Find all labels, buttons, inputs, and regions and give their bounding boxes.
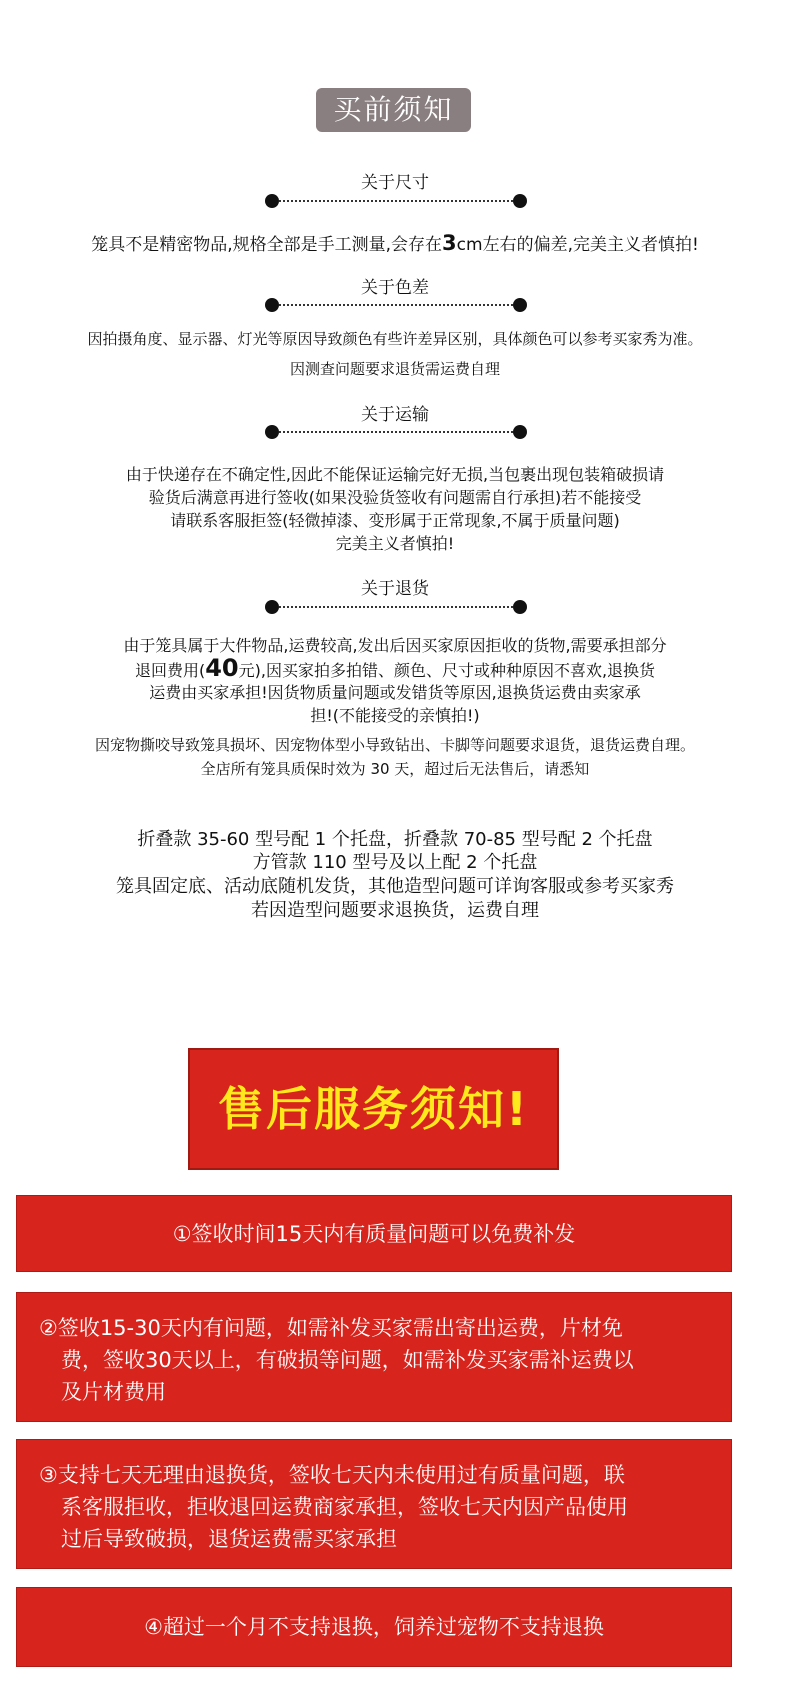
notice-3-line2: 系客服拒收，拒收退回运费商家承担，签收七天内因产品使用 <box>61 1495 628 1519</box>
divider-dot-left <box>265 425 279 439</box>
notes-line4: 若因造型问题要求退换货，运费自理 <box>251 900 539 921</box>
dotted-line <box>272 304 520 306</box>
section-divider <box>265 600 527 614</box>
divider-dot-left <box>265 298 279 312</box>
shipping-text-line1: 由于快递存在不确定性,因此不能保证运输完好无损,当包裹出现包装箱破损请 <box>125 465 665 484</box>
size-text <box>0 230 790 255</box>
return-fee-number: 40 <box>205 654 239 682</box>
notes-line1: 折叠款 35-60 型号配 1 个托盘，折叠款 70-85 型号配 2 个托盘 <box>137 829 653 850</box>
notice-box-3 <box>16 1439 732 1569</box>
size-text-post: cm左右的偏差,完美主义者慎拍! <box>456 235 699 255</box>
notice-2-line3: 及片材费用 <box>61 1380 166 1404</box>
section-divider <box>265 298 527 312</box>
returns-text-line4: 担!(不能接受的亲慎拍!) <box>310 706 480 725</box>
dotted-line <box>272 431 520 433</box>
notice-2-line2: 费，签收30天以上，有破损等问题，如需补发买家需补运费以 <box>61 1348 634 1372</box>
color-text-line2: 因测查问题要求退货需运费自理 <box>289 360 500 378</box>
notice-2-line1: ②签收15-30天内有问题，如需补发买家需出寄出运费，片材免 <box>39 1316 623 1340</box>
notice-3-line1: ③支持七天无理由退换货，签收七天内未使用过有质量问题，联 <box>39 1463 625 1487</box>
notes-line2: 方管款 110 型号及以上配 2 个托盘 <box>252 852 538 873</box>
dotted-line <box>272 200 520 202</box>
divider-dot-right <box>513 298 527 312</box>
section-title-size: 关于尺寸 <box>361 173 429 193</box>
returns-text-line2-post: 元),因买家拍多拍错、颜色、尺寸或种种原因不喜欢,退换货 <box>238 661 656 680</box>
returns-text-line5: 因宠物撕咬导致笼具损坏、因宠物体型小导致钻出、卡脚等问题要求退货，退货运费自理。 <box>94 736 695 754</box>
section-title-returns: 关于退货 <box>361 579 429 599</box>
notice-4-line: ④超过一个月不支持退换，饲养过宠物不支持退换 <box>144 1615 604 1639</box>
shipping-text-line4: 完美主义者慎拍! <box>335 534 455 553</box>
after-sales-banner: 售后服务须知! <box>188 1048 559 1170</box>
section-title-color: 关于色差 <box>361 278 429 298</box>
notice-box-4 <box>16 1587 732 1667</box>
section-title-shipping: 关于运输 <box>361 405 429 425</box>
divider-dot-right <box>513 194 527 208</box>
color-text-line1: 因拍摄角度、显示器、灯光等原因导致颜色有些许差异区别，具体颜色可以参考买家秀为准。 <box>87 330 703 348</box>
returns-text-line6: 全店所有笼具质保时效为 30 天，超过后无法售后，请悉知 <box>200 760 590 778</box>
header-badge: 买前须知 <box>316 88 471 132</box>
divider-dot-left <box>265 194 279 208</box>
shipping-text-line3: 请联系客服拒签(轻微掉漆、变形属于正常现象,不属于质量问题) <box>170 511 620 530</box>
returns-text-line2-pre: 退回费用( <box>134 661 206 680</box>
notice-box-2 <box>16 1292 732 1422</box>
divider-dot-right <box>513 600 527 614</box>
size-number: 3 <box>442 231 457 255</box>
notes-line3: 笼具固定底、活动底随机发货，其他造型问题可详询客服或参考买家秀 <box>116 876 674 897</box>
notice-1-line: ①签收时间15天内有质量问题可以免费补发 <box>172 1222 576 1246</box>
section-divider <box>265 425 527 439</box>
divider-dot-right <box>513 425 527 439</box>
size-text-pre: 笼具不是精密物品,规格全部是手工测量,会存在 <box>91 235 443 255</box>
shipping-text-line2: 验货后满意再进行签收(如果没验货签收有问题需自行承担)若不能接受 <box>148 488 642 507</box>
returns-text-line3: 运费由买家承担!因货物质量问题或发错货等原因,退换货运费由卖家承 <box>149 683 641 702</box>
notice-box-1 <box>16 1195 732 1272</box>
section-divider <box>265 194 527 208</box>
returns-text-line1: 由于笼具属于大件物品,运费较高,发出后因买家原因拒收的货物,需要承担部分 <box>123 636 667 655</box>
notice-3-line3: 过后导致破损，退货运费需买家承担 <box>61 1527 397 1551</box>
divider-dot-left <box>265 600 279 614</box>
returns-text-line2 <box>0 654 790 682</box>
dotted-line <box>272 606 520 608</box>
